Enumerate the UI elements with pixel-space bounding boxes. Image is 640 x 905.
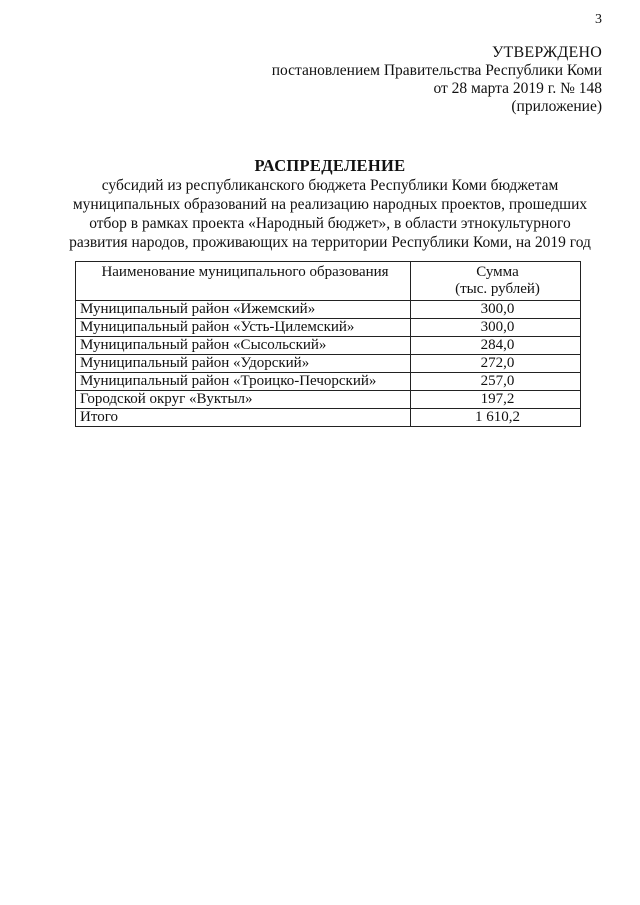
table-row <box>76 319 581 337</box>
row-sum: 197,2 <box>411 391 581 409</box>
distribution-table <box>75 261 581 427</box>
document-heading <box>60 156 600 252</box>
row-name: Муниципальный район «Троицко-Печорский» <box>76 373 411 391</box>
row-name: Муниципальный район «Удорский» <box>76 355 411 373</box>
row-sum: 300,0 <box>411 319 581 337</box>
header-name: Наименование муниципального образования <box>76 262 411 301</box>
table-row <box>76 301 581 319</box>
table-row <box>76 391 581 409</box>
row-sum: 257,0 <box>411 373 581 391</box>
header-sum-line-2: (тыс. рублей) <box>455 281 540 297</box>
subtitle-line-1: субсидий из республиканского бюджета Республики Коми бюджетам <box>101 177 559 194</box>
document-title: РАСПРЕДЕЛЕНИЕ <box>254 156 406 175</box>
header-sum <box>411 262 581 301</box>
subtitle-line-2: муниципальных образований на реализацию народных проектов, прошедших <box>72 196 588 213</box>
row-sum: 272,0 <box>411 355 581 373</box>
header-sum-line-1: Сумма <box>476 264 519 280</box>
total-label: Итого <box>76 409 411 427</box>
subtitle-line-4: развития народов, проживающих на территории Республики Коми, на 2019 год <box>69 234 591 251</box>
table-row <box>76 355 581 373</box>
total-sum: 1 610,2 <box>411 409 581 427</box>
row-name: Муниципальный район «Сысольский» <box>76 337 411 355</box>
subtitle-line-3: отбор в рамках проекта «Народный бюджет», в области этнокультурного <box>89 215 571 232</box>
approval-stamp <box>272 44 602 116</box>
table-row <box>76 373 581 391</box>
page-number: 3 <box>595 12 602 27</box>
row-name: Городской округ «Вуктыл» <box>76 391 411 409</box>
table-row <box>76 337 581 355</box>
approved-label: УТВЕРЖДЕНО <box>491 44 602 61</box>
row-name: Муниципальный район «Ижемский» <box>76 301 411 319</box>
approval-line-2: от 28 марта 2019 г. № 148 <box>433 80 602 97</box>
approval-line-1: постановлением Правительства Республики Коми <box>271 62 602 79</box>
row-sum: 300,0 <box>411 301 581 319</box>
row-sum: 284,0 <box>411 337 581 355</box>
table-total-row <box>76 409 581 427</box>
row-name: Муниципальный район «Усть-Цилемский» <box>76 319 411 337</box>
approval-line-3: (приложение) <box>511 98 602 115</box>
table-header-row <box>76 262 581 301</box>
